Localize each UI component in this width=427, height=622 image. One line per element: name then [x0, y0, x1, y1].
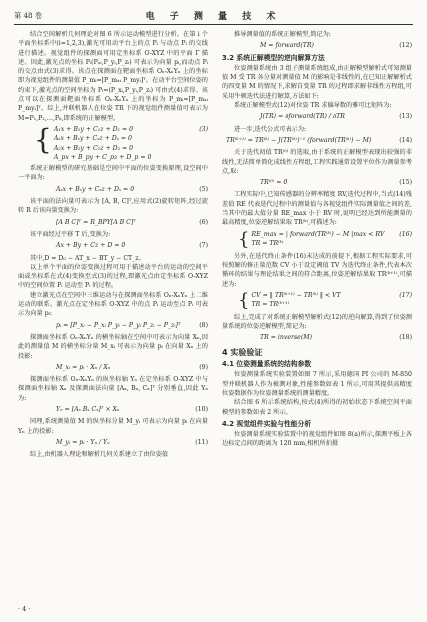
equation-11: [18, 438, 208, 447]
equation-body: Ax + By + Cz + D = 0: [56, 242, 126, 250]
section-heading: 4.1 位姿测量系统的结构参数: [222, 360, 312, 369]
equation-body: M_yᵢ = pᵢ · Yₙ / Yₙ: [56, 438, 110, 446]
equation-9: [18, 363, 208, 372]
brace: {: [238, 228, 250, 250]
equation-line: A_px + B_py + C_pz + D_p = 0: [53, 153, 152, 161]
equation-16: [222, 230, 412, 250]
paragraph: 位姿测量系统实验装置中的视觉组件如图 8(a)所示,探测平板上各边标定点间的距离为 120 mm,相机所拍摄: [222, 431, 412, 448]
paragraph: 结合空间解析几何理论对图 6 所示运动模型进行分析。在第 i 个平面坐标系中(i=1,2,3),激光可用动平台上的点 Pᵢ 与动点 Pᵢ 的交线进行描述。视觉组件的探测面可用定坐标系 O-XYZ 中的平面 Γ 描述。因此,激光点的坐标 Pᵢ(Pₓᵢ,P_yᵢ,P_zᵢ) 可表示为向量 pᵢ,而动点 Pᵢ 的交点由式(3)求得。该点在探测面在靶面坐标系 Oₙ-XₙYₙ 上的坐标即为视觉组件的测量值 P_mᵢ=[P_mₓᵢ P_myᵢ]ᵀ。在动平台空间位姿的约束下,激光点的空间坐标为 Pᵢ=(P_xᵢ,P_yᵢ,P_zᵢ) 可由式(4)求得。该点可以在探测面靶面坐标系 Oₙ-XₙYₙ 上的坐标为 P_mᵢ=[P_mₓᵢ P_myᵢ]ᵀ。综上,并联机器人在位姿 TR 下的视觉组件测量值可表示为 M=P₁,P₂,…,P₆,即系统的正解模型。: [18, 31, 208, 122]
equation-body: TR⁽⁰⁾ = 0: [260, 179, 288, 187]
equation-number: (16): [399, 230, 412, 238]
equation-line: CV = ‖ TR⁽ᵏ⁺¹⁾ − TR⁽ᵏ⁾ ‖ < VT: [251, 291, 341, 299]
paragraph: 同理,系统测量值 M 的纵坐标分量 M_yᵢ 可表示为向量 pᵢ 在向量 Yₙ 上的投影:: [18, 418, 208, 435]
equation-body: J(TR) = ∂forward(TR) / ∂TR: [260, 113, 345, 121]
paragraph: 关于迭代初值 TR⁽⁰⁾ 的选取,由于系统的正解模型表现出较强的非线性,无法简单简化成线性方程组,工程实践通常设置平位作为测量参考点,取:: [222, 149, 412, 175]
equation-body: M_xᵢ = pᵢ · Xₙ / Xₙ: [56, 363, 111, 371]
equation-line: A₁x + B₁y + C₁z + D₁ = 0: [53, 125, 134, 133]
brace: {: [34, 122, 52, 156]
equation-13: [222, 112, 412, 121]
paragraph: 该平面经过平移 T 后,变换为:: [30, 230, 111, 238]
paragraph: 系统正解模型式(12)对位姿 TR 求偏导数的雅可比矩阵为:: [234, 102, 392, 110]
paragraph: 另外,在迭代终止条件(16)未达成的前提下,根据工程实际要求,可按照解的修正量范数 CV 小于设定阈值 TV 为迭代终止条件,代表本次循环的结果与理论结果之间的符合距离,位姿逆解结果取 TR⁽ᵏ⁺¹⁾,可描述为:: [222, 252, 412, 288]
right-column: [222, 30, 412, 449]
equation-8: [18, 321, 208, 330]
equation-body: [A B C]ᵀ = R_BPY[A B C]ᵀ: [56, 218, 136, 226]
paragraph: 系统正解模型的研究基础是空间中平面的位姿变换原理,设空间中一平面为:: [18, 165, 208, 182]
paragraph: 以上单个平面的位姿变换过程可用于描述动平台的运动的空间平面或坐标系在式(4)变换至式(3)的过程,即激光点由定坐标系 O-XYZ 中的空间位置 Pᵢ 运动至 Pᵢ 的过程。: [18, 263, 208, 290]
equation-number: (6): [199, 218, 208, 226]
paragraph: 其中,D = D₀ − AT_x − BT_y − CT_z。: [30, 254, 145, 262]
equation-6: [18, 218, 208, 227]
left-column: [18, 30, 208, 459]
equation-number: (18): [399, 334, 412, 342]
equation-number: (9): [199, 363, 208, 371]
equation-number: (10): [195, 405, 208, 413]
equation-number: (17): [399, 291, 412, 299]
paragraph: 位姿测量系统由 3 组子测量系统组成,由正解模型解析式可知测量值 M 受 TR 各分量对测量值 M 的影响是非线性的,在已知正解解析式的四变量 M 的情况下,求解自变量 TR 的过程即求解非线性方程组,可采用牛顿迭代法进行解算,方法如下:: [222, 64, 412, 100]
paragraph: 综上,完成了对系统正解模型解析式(12)的逆向解算,得到了位姿测量系统的位姿逆解模型,简记为:: [222, 313, 412, 331]
paragraph: 进一步,迭代公式可表示为:: [234, 125, 307, 133]
equation-15: [222, 178, 412, 187]
equation-number: (8): [199, 321, 208, 329]
paragraph: 建立激光点在空间中三维运动与在探测面坐标系 Oₙ-XₙYₙ 上二维运动的联系。激光点在定坐标系 O-XYZ 中的点 Pᵢ 运动至点 Pᵢ 可表示为向量 pᵢ:: [18, 291, 208, 318]
equation-line: TR = TR⁽ᵏ⁺¹⁾: [251, 301, 290, 309]
journal-title: 电 子 测 量 技 术: [145, 12, 282, 22]
equation-body: Aₓx + Bₓy + Cₓz + Dₓ = 0: [56, 185, 135, 193]
header-rule: [14, 24, 413, 25]
equation-7: [18, 241, 208, 250]
equation-number: (11): [195, 438, 208, 446]
page-number: · 4 ·: [18, 605, 31, 613]
section-heading: 4 实验验证: [222, 347, 263, 357]
paragraph: 该平面的法向量可表示为 [A, B, C]ᵀ,应用式(2)旋转矩阵,经过旋转 R 后该向量变换为:: [18, 198, 208, 215]
equation-number: (7): [199, 242, 208, 250]
paragraph: 探测面坐标系 Oₙ-XₙYₙ 的纵坐标轴 Yₙ 在定坐标系 O-XYZ 中与探测面坐标轴 Xₙ 及探测面法向量 [Aₓ, Bₓ, Cₓ]ᵀ 分别垂直,因此 Yₙ 为:: [18, 376, 208, 402]
paragraph: 探测面坐标系 Oₙ-XₙYₙ 的横坐标轴在空间中可表示为向量 Xₙ,因此的测量值 M 的横坐标分量 M_xᵢ 可表示为向量 pᵢ 在向量 Xₙ 上的投影:: [18, 333, 208, 360]
paragraph: 工程实际中,已知传感器的分辨率精度 RV,迭代过程中,当式(14)残差值 RE 代表迭代过程中的测量值与各视觉组件实际测量值之间的差,当其中的最大值分量 RE_max 小于 RV 时,说明已经达到所能测量的最高精度,位姿逆解结果取 TR⁽ᵏ⁾,可描述为:: [222, 191, 412, 227]
equation-3: [18, 122, 208, 162]
paragraph: 位姿测量系统实验装置如图 7 所示,采用德国 PI 公司的 M-850 型并联机器人作为被测对象,性能参数如表 1 所示,可用其提供高精度位姿数据作为位姿测量系统的测量精度。: [222, 371, 412, 397]
equation-number: (3): [199, 125, 208, 133]
paragraph: 结合图 6 所示系统结构,按式(4)所得的初始状态下系统空间平面模型的参数如表 2 所示。: [222, 399, 412, 416]
volume-label: 第 48 卷: [14, 11, 43, 20]
equation-number: (13): [399, 113, 412, 121]
equation-line: RE_max = | forward(TR⁽ᵏ⁾) − M |max < RV: [251, 230, 385, 238]
equation-body: TR = inverse(M): [260, 334, 312, 342]
equation-line: Aₓx + Bₓy + Cₓz + Dₓ = 0: [53, 135, 132, 143]
running-header: [14, 9, 413, 23]
equation-body: TR⁽ᵏ⁺¹⁾ = TR⁽ᵏ⁾ − J(TR⁽ᵏ⁾)⁻¹ (forward(TR⁽ᵏ⁾) − M): [226, 136, 372, 144]
equation-5: [18, 185, 208, 194]
equation-line: A₂x + B₂y + C₂z + D₂ = 0: [53, 144, 134, 152]
paragraph: 推导测量值的系统正解模型,简记为:: [234, 31, 331, 38]
equation-body: M = forward(TR): [260, 42, 314, 50]
equation-body: Yₙ = [Aₓ Bₓ Cₓ]ᵀ × Xₙ: [56, 405, 120, 413]
equation-12: [222, 41, 412, 50]
equation-number: (12): [399, 42, 412, 50]
equation-14: [222, 136, 412, 145]
equation-number: (14): [399, 136, 412, 144]
equation-line: TR = TR⁽ᵏ⁾: [251, 239, 284, 247]
section-heading: 3.2 系统正解模型的逆向解算方法: [222, 53, 325, 62]
equation-number: (15): [399, 179, 412, 187]
equation-body: pᵢ = [P_xᵢ − P_xᵢ P_yᵢ − P_yᵢ P_zᵢ − P_zᵢ]ᵀ: [56, 321, 181, 329]
brace: {: [238, 289, 250, 311]
equation-17: [222, 291, 412, 311]
paragraph: 综上,由机器人理论和解析几何关系建立了由位姿值: [30, 451, 169, 459]
equation-18: [222, 333, 412, 342]
section-heading: 4.2 视觉组件实验与性能分析: [222, 419, 312, 428]
equation-number: (5): [199, 185, 208, 193]
equation-10: [18, 405, 208, 414]
